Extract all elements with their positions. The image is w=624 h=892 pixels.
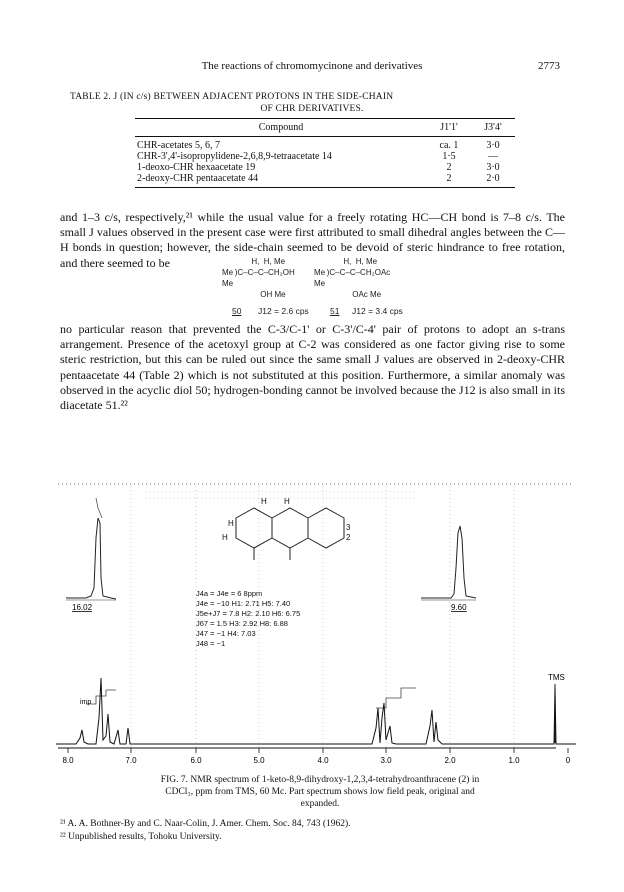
body-paragraph-1: and 1–3 c/s, respectively,²¹ while the usual value for a freely rotating HC—CH bond is 7–8 c/s. The small J values observed in the present case were first attributed to small dihedral angles between the C—H bonds in question; however, the side-chain seemed to be devoid of steric hindrance to free rotation, and there seemed to be	[60, 210, 565, 270]
coupling-line: J4e = ~10 H1: 2.71 H5: 7.40	[196, 599, 291, 608]
table-row	[135, 173, 515, 188]
figure-caption-line3: expanded.	[300, 799, 340, 809]
coupling-line: J5e+J7 = 7.8 H2: 2.10 H6: 6.75	[196, 609, 301, 618]
nmr-spectrum-figure	[56, 478, 576, 770]
coupling-line: J47 = ~1 H4: 7.03	[196, 629, 256, 638]
x-tick-label: 1.0	[508, 756, 520, 765]
structure-50-left: Me	[222, 279, 234, 288]
structure-51-bottom: OAc Me	[330, 290, 382, 299]
table-cell: —	[488, 151, 498, 162]
footnote-22: ²² Unpublished results, Tohoku University.	[60, 832, 222, 842]
nmr-spectrum-trace	[56, 678, 576, 744]
svg-text:H: H	[228, 519, 234, 528]
vertical-gridlines	[131, 486, 514, 756]
table-header-row	[135, 119, 515, 137]
table-cell: ca. 1	[439, 140, 459, 151]
structure-51-left: Me	[314, 279, 326, 288]
x-tick-label: 0	[565, 756, 571, 765]
x-tick-label: 8.0	[62, 756, 74, 765]
footnote-21: ²¹ A. A. Bothner-By and C. Naar-Colin, J. Amer. Chem. Soc. 84, 743 (1962).	[60, 819, 351, 829]
running-header-title: The reactions of chromomycinone and derivatives	[201, 60, 423, 72]
table-cell: 3·0	[486, 140, 500, 151]
svg-text:H: H	[284, 497, 290, 506]
structure-50-main: Me )C–C–C–CH₂OH	[222, 268, 295, 277]
table-caption-line2: OF CHR DERIVATIVES.	[260, 104, 364, 114]
structure-51-coupling: J12 = 3.4 cps	[352, 306, 403, 316]
molecule-labels	[222, 497, 351, 542]
coupling-annotation	[196, 589, 300, 648]
structure-50-number: 50	[232, 306, 242, 316]
tms-label: TMS	[548, 673, 565, 682]
structure-51-top: H, H, Me	[330, 257, 378, 266]
table-row	[135, 151, 515, 162]
table-col-header: Compound	[135, 119, 427, 137]
x-tick-label: 7.0	[125, 756, 137, 765]
table-cell: 2·0	[471, 173, 515, 188]
figure-caption-line1: FIG. 7. NMR spectrum of 1-keto-8,9-dihydroxy-1,2,3,4-tetrahydroanthracene (2) in	[160, 775, 480, 785]
svg-text:3: 3	[346, 523, 351, 532]
structure-50-coupling: J12 = 2.6 cps	[258, 306, 309, 316]
molecule-structure-diagram	[236, 508, 344, 560]
table-col-header: J3'4'	[471, 119, 515, 137]
x-tick-label: 5.0	[253, 756, 265, 765]
coupling-line: J4a = J4e = 6 8ppm	[196, 589, 263, 598]
figure-caption-line2: CDCl₃, ppm from TMS, 60 Mc. Part spectrum shows low field peak, original and	[165, 787, 475, 797]
figure-caption	[90, 774, 550, 810]
svg-text:2: 2	[346, 533, 351, 542]
structure-50-top: H, H, Me	[238, 257, 286, 266]
x-axis-tick-labels	[62, 756, 570, 765]
x-tick-label: 3.0	[380, 756, 392, 765]
structure-50-bottom: OH Me	[238, 290, 286, 299]
body-paragraph-2: no particular reason that prevented the C-3/C-1' or C-3'/C-4' pair of protons to adopt an s-trans arrangement. Presence of the acetoxyl group at C-2 was considered as one factor giving rise to some steric restriction, but this can be ruled out since the same small J values are observed in 2-deoxy-CHR pentaacetate 44 (Table 2) which is not substituted at this position. Furthermore, a similar anomaly was observed in the acyclic diol 50; hydrogen-bonding cannot be involved because the J12 is also small in its diacetate 51.²²	[60, 322, 565, 413]
x-tick-label: 2.0	[444, 756, 456, 765]
table-col-header: J1'1'	[427, 119, 471, 137]
table-cell: 3·0	[486, 162, 500, 173]
coupling-constant-table	[135, 118, 515, 188]
table-row	[135, 137, 515, 152]
svg-text:H: H	[222, 533, 228, 542]
integral-trace-right	[376, 688, 416, 708]
table-cell: 2-deoxy-CHR pentaacetate 44	[135, 173, 427, 188]
structure-51-number: 51	[330, 306, 340, 316]
coupling-line: J48 = ~1	[196, 639, 226, 648]
left-expanded-peak	[66, 518, 116, 599]
x-axis-ticks	[68, 748, 568, 753]
table-cell: 2	[446, 162, 452, 173]
table-cell: 2	[427, 173, 471, 188]
x-tick-label: 6.0	[190, 756, 202, 765]
x-tick-label: 4.0	[317, 756, 329, 765]
imp-label: imp	[80, 699, 92, 706]
left-peak-label-mark	[96, 498, 102, 518]
table-caption-line1: TABLE 2. J (IN c/s) BETWEEN ADJACENT PROTONS IN THE SIDE-CHAIN	[70, 92, 394, 102]
page-number: 2773	[538, 60, 560, 72]
structure-51-main: Me )C–C–C–CH₂OAc	[314, 268, 391, 277]
table-cell: 1-deoxo-CHR hexaacetate 19	[137, 162, 256, 173]
svg-text:H: H	[261, 497, 267, 506]
left-expand-label: 16.02	[72, 603, 93, 612]
right-expand-label: 9.60	[451, 603, 467, 612]
table-row	[135, 162, 515, 173]
horizontal-gridlines	[146, 492, 416, 498]
table-cell: CHR-3',4'-isopropylidene-2,6,8,9-tetraacetate 14	[137, 151, 332, 162]
coupling-line: J67 = 1.5 H3: 2.92 H8: 6.88	[196, 619, 288, 628]
table-cell: 1·5	[442, 151, 456, 162]
right-expanded-peak	[421, 526, 476, 598]
table-cell: CHR-acetates 5, 6, 7	[137, 140, 221, 151]
